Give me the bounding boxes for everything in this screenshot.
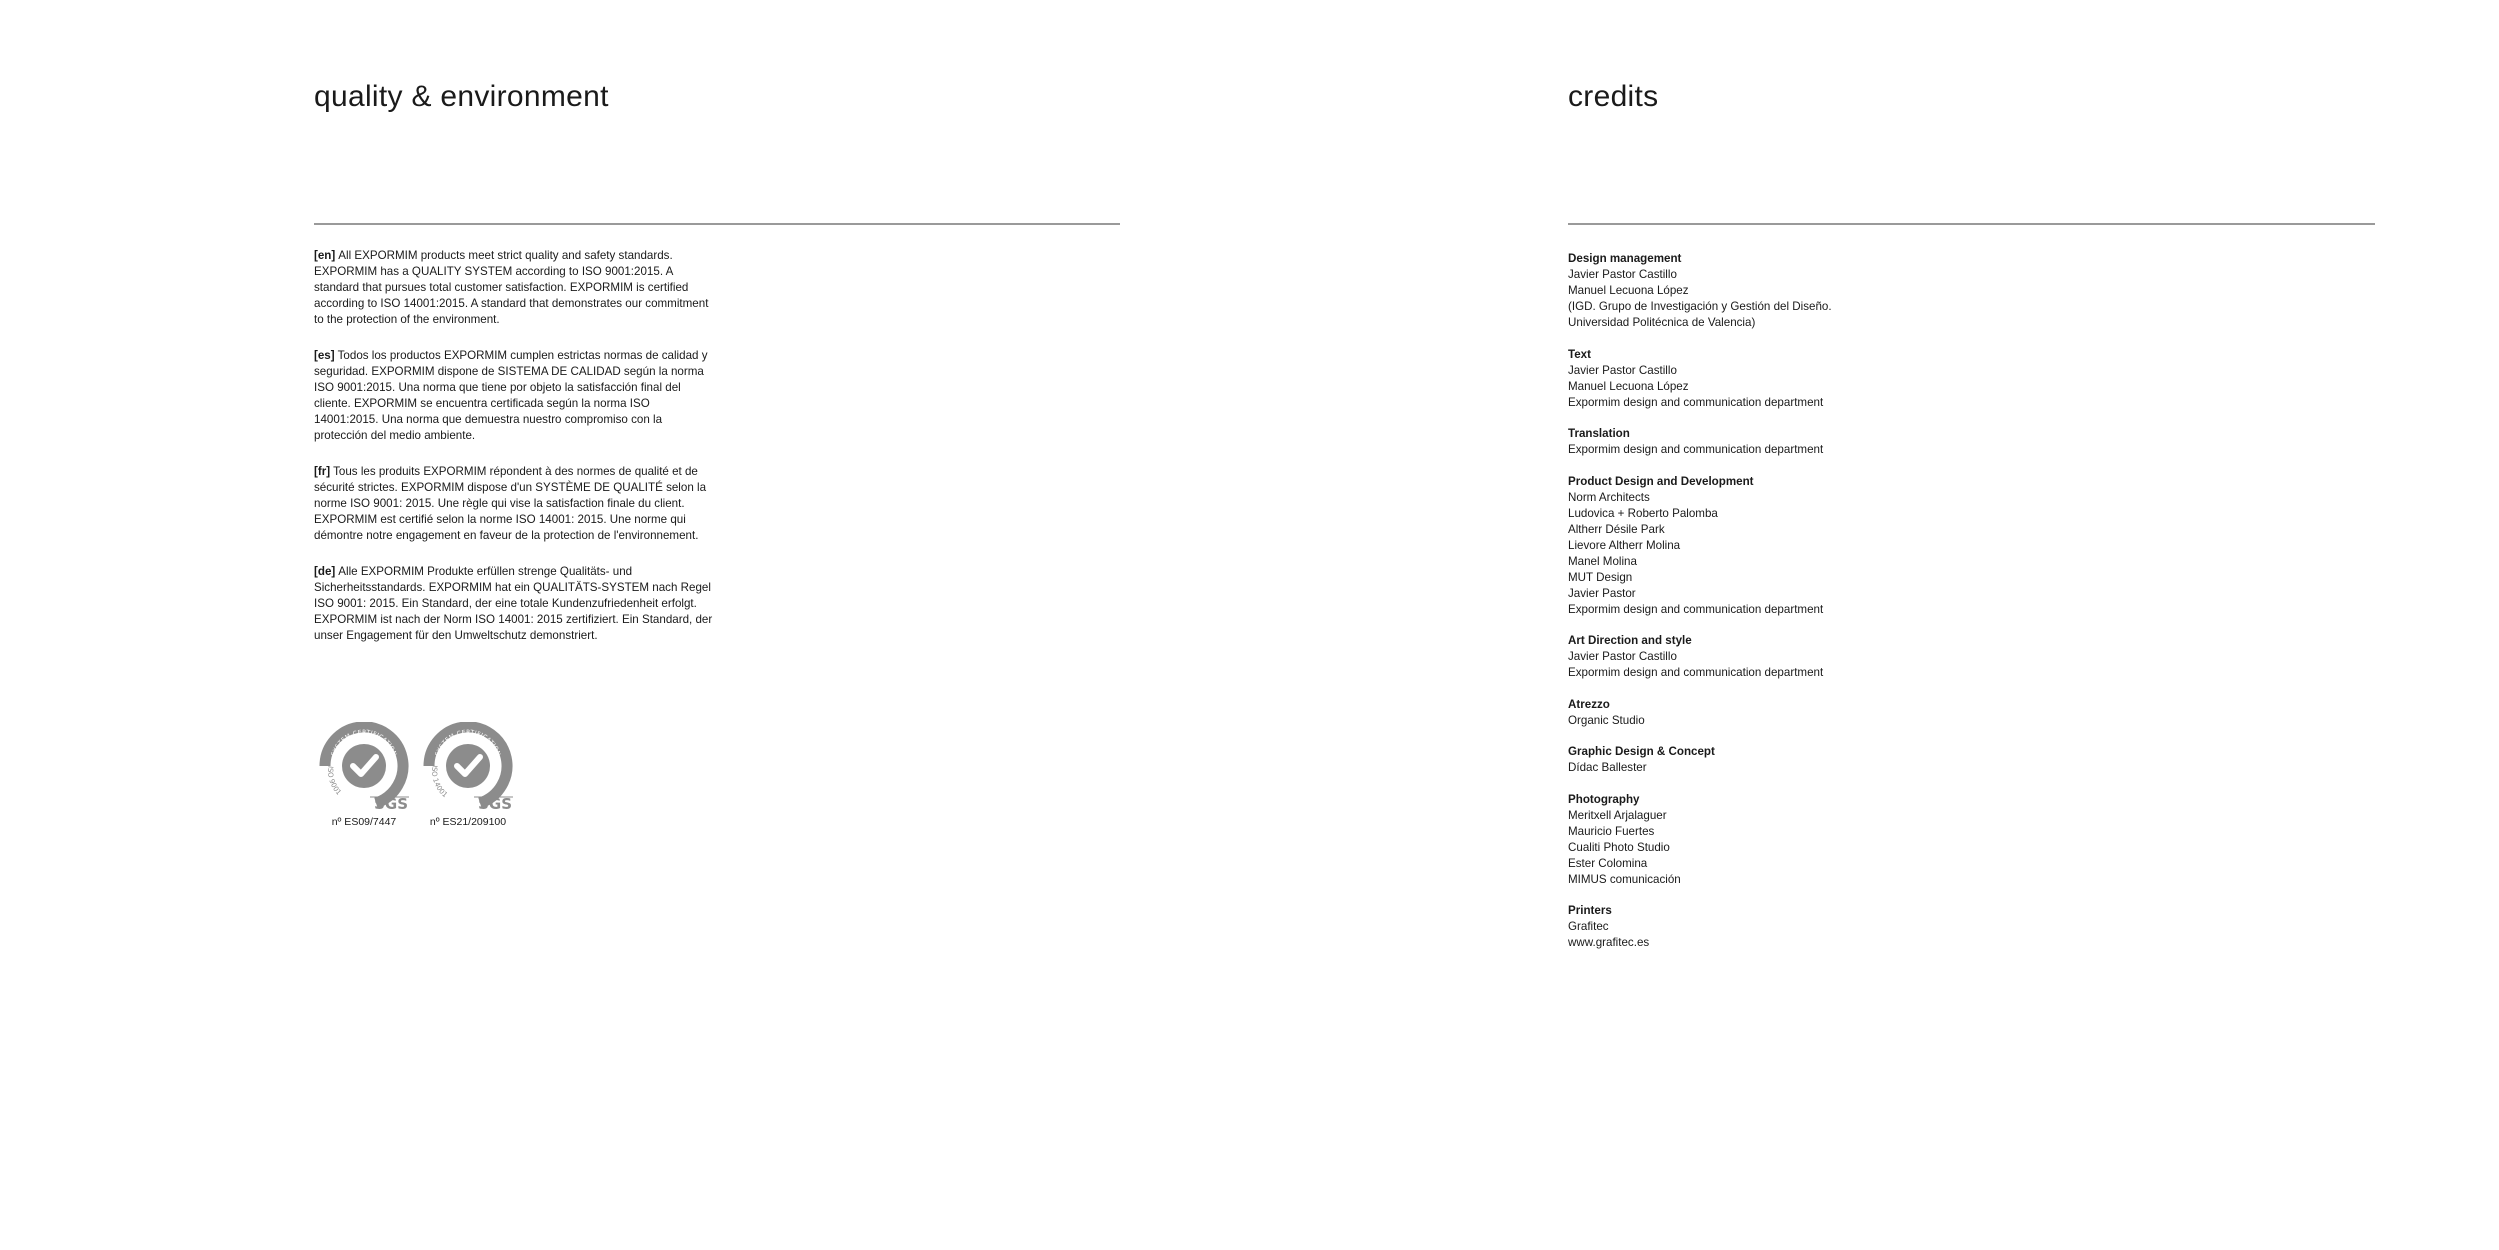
sgs-iso-14001-seal-icon [420,722,516,810]
paragraph-text: All EXPORMIM products meet strict quality and safety standards. EXPORMIM has a QUALITY SYSTEM according to ISO 9001:2015. A standard that pursues total customer satisfaction. EXPORMIM is certified according to ISO 14001:2015. A standard that demonstrates our commitment to the protection of the environment. [314,249,709,326]
credit-line: Altherr Désile Park [1568,522,1665,536]
credit-line: Expormim design and communication department [1568,602,1824,616]
credit-group-art-direction [1568,633,1988,681]
credit-line: Javier Pastor Castillo [1568,363,1677,377]
credits-list [1568,251,1988,967]
printer-website-link[interactable]: www.grafitec.es [1568,936,1650,949]
seal-brand-text: SGS [478,795,512,810]
paragraph-text: Todos los productos EXPORMIM cumplen estrictas normas de calidad y seguridad. EXPORMIM dispone de SISTEMA DE CALIDAD según la norma ISO 9001:2015. Una norma que tiene por objeto la satisfacción final del cliente. EXPORMIM se encuentra certificada según la norma ISO 14001:2015. Una norma que demuestra nuestro compromiso con la protección del medio ambiente. [314,349,708,442]
paragraph-text: Tous les produits EXPORMIM répondent à des normes de qualité et de sécurité strictes. EXPORMIM dispose d'un SYSTÈME DE QUALITÉ selon la norme ISO 9001: 2015. Une règle qui vise la satisfaction finale du client. EXPORMIM est certifié selon la norme ISO 14001: 2015. Une norme qui démontre notre engagement en faveur de la protection de l'environnement. [314,465,707,542]
paragraph-es [314,348,714,444]
divider-rule [314,223,1120,225]
credit-line: (IGD. Grupo de Investigación y Gestión del Diseño. [1568,300,1832,313]
credit-line: Manel Molina [1568,554,1637,568]
credit-line: Cualiti Photo Studio [1568,840,1670,854]
credit-group-translation [1568,426,1988,458]
iso-14001-certificate [418,722,518,829]
certificate-number: nº ES09/7447 [331,816,397,828]
seal-top-text: SYSTEM CERTIFICATION [330,728,398,758]
divider-rule [1568,223,2375,225]
credit-heading: Text [1568,347,1591,361]
credit-group-product-design [1568,474,1988,618]
seal-brand-text: SGS [374,795,408,810]
seal-side-text: ISO 9001 [326,765,343,797]
svg-text:ISO 14001 [430,765,449,800]
credit-heading: Product Design and Development [1568,474,1754,488]
svg-text:ISO 9001 [326,766,343,797]
credit-group-design-management [1568,251,1988,331]
credit-group-photography [1568,792,1988,888]
credit-heading: Printers [1568,904,1612,917]
credit-line: Ludovica + Roberto Palomba [1568,506,1718,520]
paragraph-de [314,564,714,644]
credit-line: Meritxell Arjalaguer [1568,808,1667,822]
credit-line: Manuel Lecuona López [1568,379,1689,393]
credit-line: Universidad Politécnica de Valencia) [1568,316,1756,329]
seal-side-text: ISO 14001 [430,764,449,800]
certification-seals [314,722,554,832]
paragraph-text: Alle EXPORMIM Produkte erfüllen strenge Qualitäts- und Sicherheitsstandards. EXPORMIM hat ein QUALITÄTS-SYSTEM nach Regel ISO 9001: 2015. Ein Standard, der eine totale Kundenzufriedenheit erfolgt. EXPORMIM ist nach der Norm ISO 14001: 2015 zertifiziert. Ein Standard, der unser Engagement für den Umweltschutz demonstriert. [314,565,713,642]
credit-line: Norm Architects [1568,490,1650,504]
credit-line: Expormim design and communication department [1568,395,1824,409]
credit-line: Javier Pastor Castillo [1568,650,1677,663]
credit-line: MIMUS comunicación [1568,872,1681,886]
lang-tag: [de] [314,565,336,578]
section-title: quality & environment [314,80,609,113]
credit-group-text [1568,347,1988,411]
credit-line: Lievore Altherr Molina [1568,538,1681,552]
credit-line: Javier Pastor Castillo [1568,268,1677,281]
credit-group-printers [1568,903,1988,951]
credit-line: Ester Colomina [1568,856,1648,870]
lang-tag: [fr] [314,465,331,478]
credit-heading: Translation [1568,427,1630,440]
credit-heading: Atrezzo [1568,697,1610,711]
credit-line: Organic Studio [1568,713,1645,727]
credit-line: Manuel Lecuona López [1568,284,1689,297]
credit-group-graphic-design [1568,744,1988,776]
credit-line: Grafitec [1568,920,1609,933]
credit-heading: Photography [1568,792,1640,806]
credit-heading: Art Direction and style [1568,634,1692,647]
seal-top-text: SYSTEM CERTIFICATION [434,728,502,758]
paragraph-fr [314,464,714,544]
paragraph-en [314,248,714,328]
credit-line: Javier Pastor [1568,586,1636,600]
sgs-iso-9001-seal-icon [316,722,412,810]
credit-heading: Graphic Design & Concept [1568,745,1715,758]
credit-group-atrezzo [1568,697,1988,729]
credit-line: Expormim design and communication department [1568,443,1824,456]
iso-9001-certificate [314,722,414,829]
certificate-number: nº ES21/209100 [429,816,507,828]
credit-line: MUT Design [1568,570,1633,584]
credit-line: Dídac Ballester [1568,761,1647,774]
section-title: credits [1568,80,1659,113]
credit-line: Expormim design and communication department [1568,666,1824,679]
credit-heading: Design management [1568,252,1682,265]
quality-text-block [314,248,714,664]
lang-tag: [es] [314,349,335,362]
lang-tag: [en] [314,249,336,262]
credit-line: Mauricio Fuertes [1568,824,1655,838]
